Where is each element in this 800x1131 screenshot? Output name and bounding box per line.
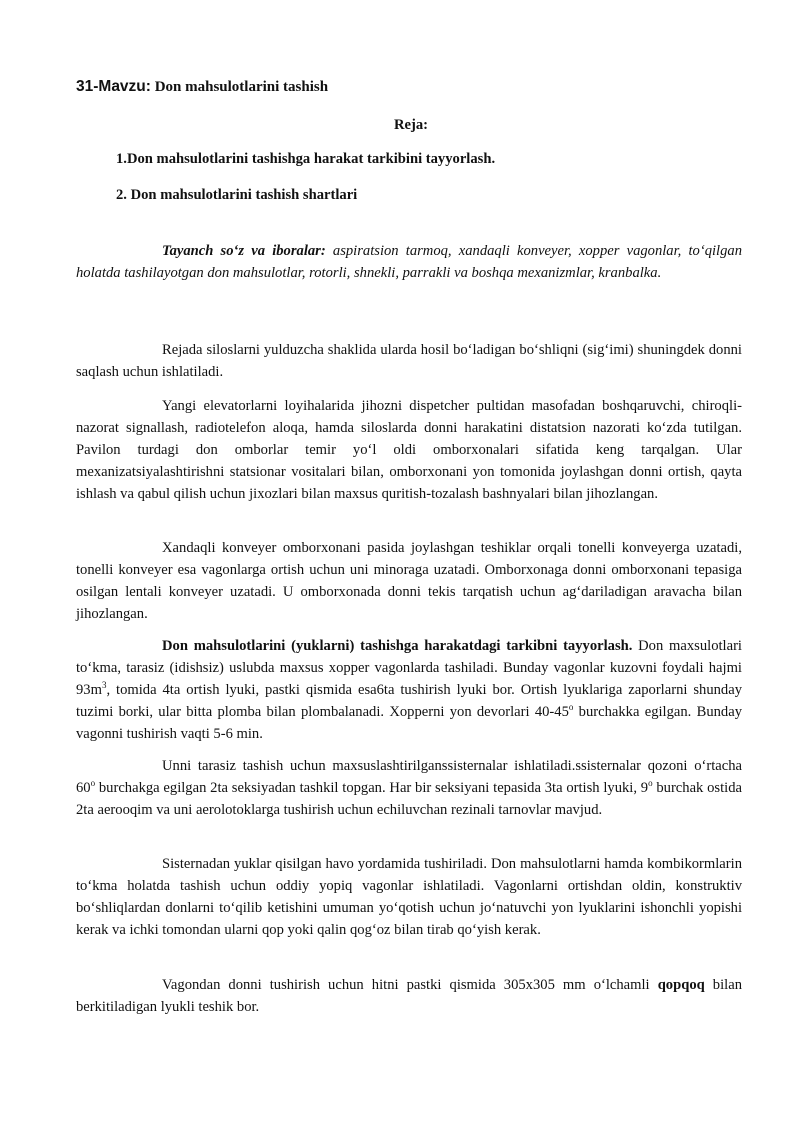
paragraph-7-text-1: Vagondan donni tushirish uchun hitni pastki qismida 305x305 mm o‘lchamli <box>162 977 658 993</box>
paragraph-5-text-3: burchak ostida 2ta aerooqim va uni aerolotoklarga tushirish uchun echiluvchan rezinali tarnovlar mavjud. <box>76 780 742 818</box>
paragraph-7 <box>76 974 742 1018</box>
paragraph-5-text-2: burchakga egilgan 2ta seksiyadan tashkil topgan. Har bir seksiyani tepasida 3ta ortish lyuki, 9 <box>95 780 649 796</box>
paragraph-1: Rejada siloslarni yulduzcha shaklida ularda hosil bo‘ladigan bo‘shliqni (sig‘imi) shuningdek donni saqlash uchun ishlatiladi. <box>76 342 742 380</box>
plan-item-1: 1.Don mahsulotlarini tashishga harakat tarkibini tayyorlash. <box>116 151 496 167</box>
paragraph-4-text-3: burchakka egilgan. Bunday vagonni tushirish vaqti 5-6 min. <box>76 704 742 742</box>
keywords-label: Tayanch so‘z va iboralar: <box>162 243 326 259</box>
paragraph-5 <box>76 755 742 821</box>
keywords-text: aspiratsion tarmoq, xandaqli konveyer, xopper vagonlar, to‘qilgan holatda tashilayotgan don mahsulotlar, rotorli, shnekli, parrakli va boshqa mexanizmlar, kranbalka. <box>76 243 743 281</box>
paragraph-4-text-1: Don maxsulotlari to‘kma, tarasiz (idishsiz) uslubda maxsus xopper vagonlarda tashiladi. Bunday vagonlar kuzovni foydali hajmi 93m <box>76 638 742 698</box>
paragraph-4 <box>76 635 742 745</box>
superscript-degree: o <box>648 778 653 789</box>
document-title <box>76 78 328 96</box>
keywords-paragraph <box>76 240 742 284</box>
topic-title: Don mahsulotlarini tashish <box>154 79 329 95</box>
paragraph-5-text-1: Unni tarasiz tashish uchun maxsuslashtirilganssisternalar ishlatiladi.ssisternalar qozoni o‘rtacha 60 <box>76 758 742 796</box>
paragraph-7-text-2: bilan berkitiladigan lyukli teshik bor. <box>76 977 742 1015</box>
paragraph-4-text-2: , tomida 4ta ortish lyuki, pastki qismida esa6ta tushirish lyuki bor. Ortish lyuklariga zaporlarni shunday tuzimi borki, ular bitta plomba bilan plombalanadi. Xopperni yon devorlari 40-45 <box>76 682 742 720</box>
paragraph-6: Sisternadan yuklar qisilgan havo yordamida tushiriladi. Don mahsulotlarni hamda kombikormlarin to‘kma holatda tashish uchun oddiy yopiq vagonlar ishlatiladi. Vagonlarni ortishdan oldin, konstruktiv bo‘shliqlardan donlarni to‘qilib ketishini umuman yo‘qotish uchun jo‘natuvchi yon lyuklarini ishonchli yopishi kerak va ichki tomondan ularni qop yoki qalin qog‘oz bilan tirab qo‘yish kerak. <box>76 856 742 938</box>
superscript-degree: o <box>568 702 574 713</box>
plan-item-2: 2. Don mahsulotlarini tashish shartlari <box>116 187 358 203</box>
section-heading: Don mahsulotlarini (yuklarni) tashishga harakatdagi tarkibni tayyorlash. <box>162 638 633 654</box>
paragraph-2: Yangi elevatorlarni loyihalarida jihozni dispetcher pultidan masofadan boshqaruvchi, chiroqli-nazorat signallash, radiotelefon aloqa, hamda siloslarda donni harakatini distatsion nazorati ko‘zda tutilgan. Pavilon turdagi don omborlar temir yo‘l oldi omborxonalari sifatida keng tarqalgan. Ular mexanizatsiyalashtirishni statsionar vositalari bilan, omborxonani yon tomonida joylashgan donni ortish, qayta ishlash va qabul qilish uchun jixozlari bilan maxsus quritish-tozalash bashnyalari bilan jihozlangan. <box>76 398 742 502</box>
bold-term: qopqoq <box>657 977 705 993</box>
paragraph-3: Xandaqli konveyer omborxonani pasida joylashgan teshiklar orqali tonelli konveyerga uzatadi, tonelli konveyer esa vagonlarga ortish uchun uni minoraga uzatadi. Omborxonaga donni omborxonani tepasiga osilgan lentali konveyer uzatadi. U omborxonada donni tekis tarqatish uchun ag‘dariladigan aravacha bilan jihozlangan. <box>76 540 742 622</box>
superscript-cubic: 3 <box>101 680 107 691</box>
superscript-degree: o <box>90 778 96 789</box>
plan-heading: Reja: <box>393 117 429 133</box>
topic-number: 31-Mavzu: <box>76 78 151 95</box>
